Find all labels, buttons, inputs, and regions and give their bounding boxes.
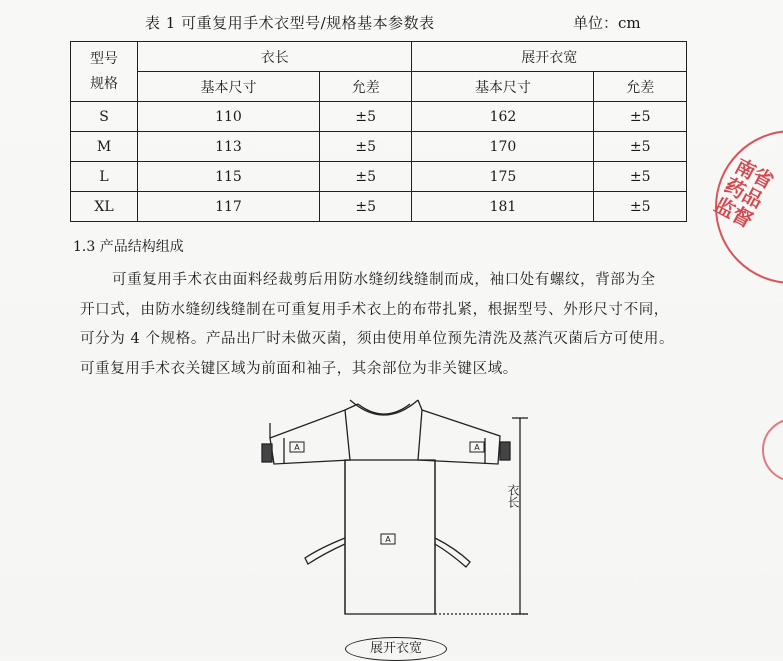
left-cuff <box>262 444 272 462</box>
paragraph-line: 开口式，由防水缝纫线缝制在可重复用手术衣上的布带扎紧，根据型号、外形尺寸不同， <box>80 301 669 318</box>
right-sleeve <box>418 410 500 464</box>
cell-size: S <box>71 102 138 132</box>
marker-a-front-label: A <box>385 535 391 544</box>
right-cuff <box>500 442 510 460</box>
table-caption: 表 1 可重复用手术衣型号/规格基本参数表 <box>145 14 435 32</box>
marker-a-left-label: A <box>294 443 300 452</box>
paragraph-line: 可分为 4 个规格。产品出厂时未做灭菌，须由使用单位预先清洗及蒸汽灭菌后方可使用。 <box>80 331 675 347</box>
paragraph-line: 可重复用手术衣由面料经裁剪后用防水缝纫线缝制而成，袖口处有螺纹，背部为全 <box>112 272 656 288</box>
subheader-width-base: 基本尺寸 <box>412 72 594 102</box>
cell-width-tol: ±5 <box>594 192 687 222</box>
cell-length-tol: ±5 <box>319 192 412 222</box>
cell-width-tol: ±5 <box>594 102 687 132</box>
neckline <box>358 404 410 414</box>
table-corner-header: 型号 规格 <box>71 42 138 102</box>
cell-width: 181 <box>412 192 594 222</box>
cell-width-tol: ±5 <box>594 162 687 192</box>
subheader-length-tol: 允差 <box>319 72 412 102</box>
seal-text: 南省药品监督 <box>710 153 778 233</box>
subheader-width-tol: 允差 <box>594 72 687 102</box>
cell-length-tol: ±5 <box>319 132 412 162</box>
cell-length-tol: ±5 <box>319 102 412 132</box>
secondary-seal <box>762 418 783 482</box>
left-sleeve <box>270 410 350 464</box>
cell-size: XL <box>71 192 138 222</box>
unit-label: 单位：cm <box>573 14 641 32</box>
cell-length: 113 <box>138 132 320 162</box>
cell-size: L <box>71 162 138 192</box>
collar <box>350 400 418 415</box>
spec-table <box>70 41 687 222</box>
header-length: 衣长 <box>138 42 412 72</box>
cell-width-tol: ±5 <box>594 132 687 162</box>
cell-length-tol: ±5 <box>319 162 412 192</box>
table-row <box>71 102 687 132</box>
body-paragraph <box>80 266 692 384</box>
length-label: 衣长 <box>506 484 520 508</box>
width-label: 展开衣宽 <box>345 637 447 661</box>
cell-width: 162 <box>412 102 594 132</box>
cell-length: 117 <box>138 192 320 222</box>
paragraph-line: 可重复用手术衣关键区域为前面和袖子，其余部位为非关键区域。 <box>80 360 518 377</box>
table-row <box>71 162 687 192</box>
cell-width: 175 <box>412 162 594 192</box>
header-width: 展开衣宽 <box>412 42 687 72</box>
table-row <box>71 132 687 162</box>
cell-size: M <box>71 132 138 162</box>
section-heading: 1.3 产品结构组成 <box>73 239 184 255</box>
cell-width: 170 <box>412 132 594 162</box>
gown-diagram <box>250 398 540 638</box>
cell-length: 110 <box>138 102 320 132</box>
marker-a-right-label: A <box>474 443 480 452</box>
cell-length: 115 <box>138 162 320 192</box>
subheader-length-base: 基本尺寸 <box>138 72 320 102</box>
right-tie <box>435 538 470 567</box>
left-tie <box>305 538 345 564</box>
table-row <box>71 192 687 222</box>
